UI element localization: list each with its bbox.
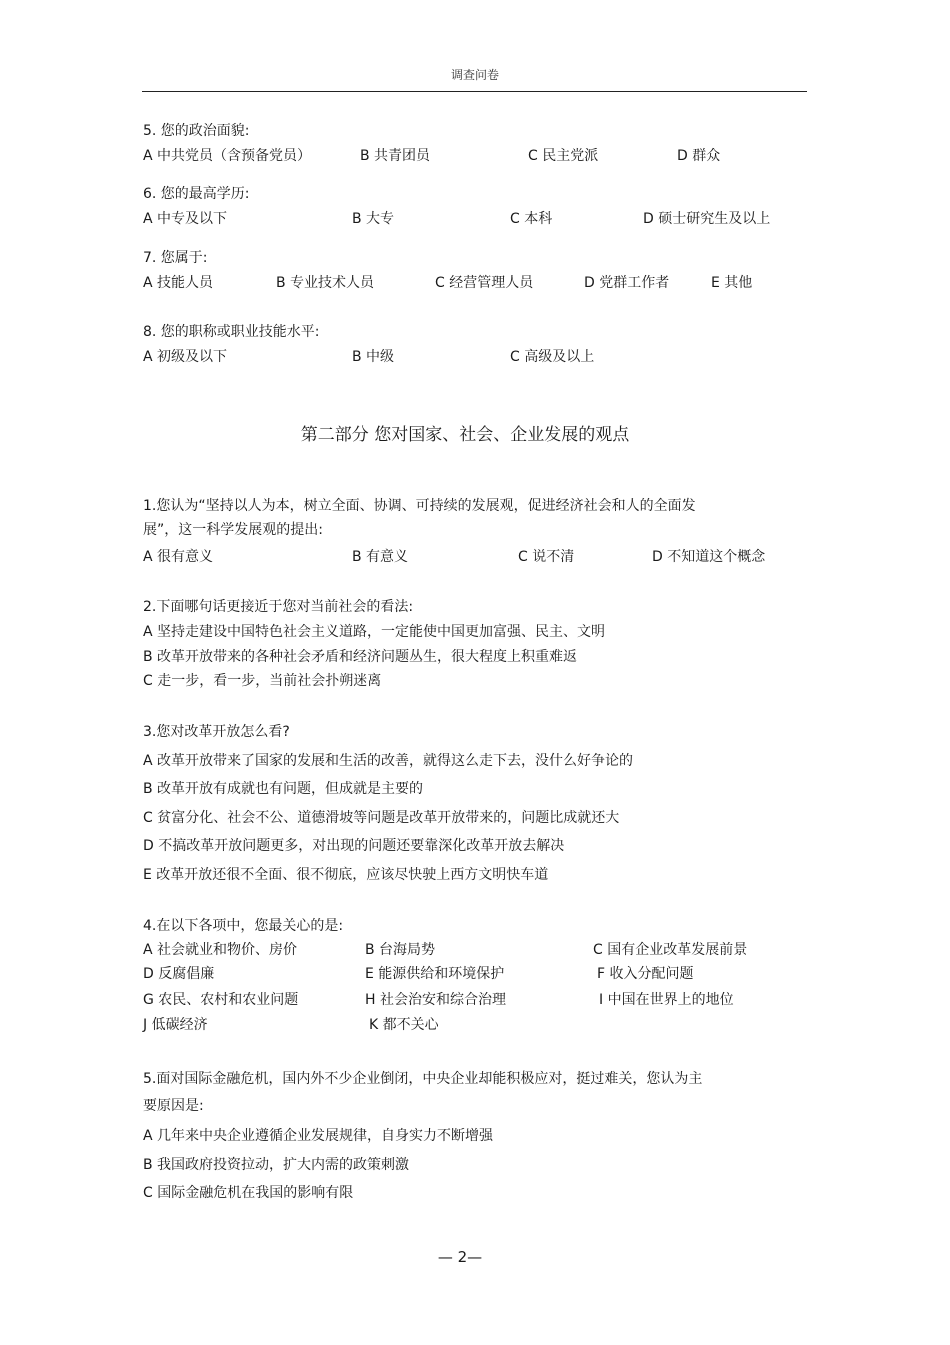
header-rule (142, 91, 807, 92)
p2-question-2-text: 2.下面哪句话更接近于您对当前社会的看法: (143, 599, 414, 615)
option: C 走一步，看一步，当前社会扑朔迷离 (143, 673, 382, 689)
option: A 改革开放带来了国家的发展和生活的改善，就得这么走下去，没什么好争论的 (143, 753, 634, 769)
option: I 中国在世界上的地位 (599, 992, 734, 1008)
option: A 很有意义 (143, 549, 214, 565)
option: B 有意义 (352, 549, 409, 565)
question-5-text: 5. 您的政治面貌: (143, 123, 250, 139)
p2-question-1-options (143, 547, 823, 567)
p2-question-1-line-2: 展”，这一科学发展观的提出: (143, 522, 323, 538)
option: B 我国政府投资拉动，扩大内需的政策刺激 (143, 1157, 410, 1173)
page-number: — 2— (437, 1248, 483, 1266)
option: J 低碳经济 (143, 1017, 208, 1033)
option: H 社会治安和综合治理 (365, 992, 506, 1008)
option: D 硕士研究生及以上 (643, 211, 771, 227)
question-8-options (143, 347, 823, 367)
question-8-text: 8. 您的职称或职业技能水平: (143, 324, 320, 340)
page-header: 调查问卷 (450, 68, 499, 82)
option: B 改革开放带来的各种社会矛盾和经济问题丛生，很大程度上积重难返 (143, 649, 578, 665)
p2-question-3-text: 3.您对改革开放怎么看? (143, 724, 290, 740)
option: B 共青团员 (360, 148, 431, 164)
option: B 改革开放有成就也有问题，但成就是主要的 (143, 781, 424, 797)
option: C 本科 (510, 211, 553, 227)
option: D 党群工作者 (584, 275, 670, 291)
option: K 都不关心 (369, 1017, 439, 1033)
option: D 不知道这个概念 (652, 549, 766, 565)
question-7-text: 7. 您属于: (143, 250, 208, 266)
option: C 说不清 (518, 549, 575, 565)
question-6-options (143, 209, 823, 229)
option: B 专业技术人员 (276, 275, 375, 291)
option: C 经营管理人员 (435, 275, 534, 291)
option: E 能源供给和环境保护 (365, 966, 505, 982)
option: B 台海局势 (365, 942, 436, 958)
question-5-options (143, 146, 823, 166)
option: C 国际金融危机在我国的影响有限 (143, 1185, 354, 1201)
p2-question-4-row (143, 990, 823, 1010)
option: E 其他 (711, 275, 753, 291)
option: A 技能人员 (143, 275, 214, 291)
option: E 改革开放还很不全面、很不彻底，应该尽快驶上西方文明快车道 (143, 867, 549, 883)
option: A 几年来中央企业遵循企业发展规律，自身实力不断增强 (143, 1128, 494, 1144)
question-6-text: 6. 您的最高学历: (143, 186, 250, 202)
option: F 收入分配问题 (597, 966, 694, 982)
option: D 反腐倡廉 (143, 966, 215, 982)
p2-question-5-line-2: 要原因是: (143, 1098, 204, 1114)
option: C 国有企业改革发展前景 (593, 942, 748, 958)
option: B 中级 (352, 349, 395, 365)
option: C 贫富分化、社会不公、道德滑坡等问题是改革开放带来的，问题比成就还大 (143, 810, 620, 826)
option: G 农民、农村和农业问题 (143, 992, 299, 1008)
p2-question-5-line-1: 5.面对国际金融危机，国内外不少企业倒闭，中央企业却能积极应对，挺过难关，您认为主 (143, 1071, 703, 1087)
option: A 坚持走建设中国特色社会主义道路，一定能使中国更加富强、民主、文明 (143, 624, 606, 640)
option: C 民主党派 (528, 148, 599, 164)
option: D 群众 (677, 148, 721, 164)
option: A 中共党员（含预备党员） (143, 148, 312, 164)
section-title: 第二部分 您对国家、社会、企业发展的观点 (300, 425, 630, 445)
option: A 社会就业和物价、房价 (143, 942, 298, 958)
option: A 初级及以下 (143, 349, 228, 365)
question-7-options (143, 273, 823, 293)
p2-question-4-text: 4.在以下各项中，您最关心的是: (143, 918, 344, 934)
option: A 中专及以下 (143, 211, 228, 227)
p2-question-4-row (143, 964, 823, 984)
p2-question-4-row (143, 1015, 823, 1035)
option: B 大专 (352, 211, 395, 227)
p2-question-4-row (143, 940, 823, 960)
option: D 不搞改革开放问题更多，对出现的问题还要靠深化改革开放去解决 (143, 838, 565, 854)
option: C 高级及以上 (510, 349, 595, 365)
p2-question-1-line-1: 1.您认为“坚持以人为本，树立全面、协调、可持续的发展观，促进经济社会和人的全面发 (143, 498, 696, 514)
